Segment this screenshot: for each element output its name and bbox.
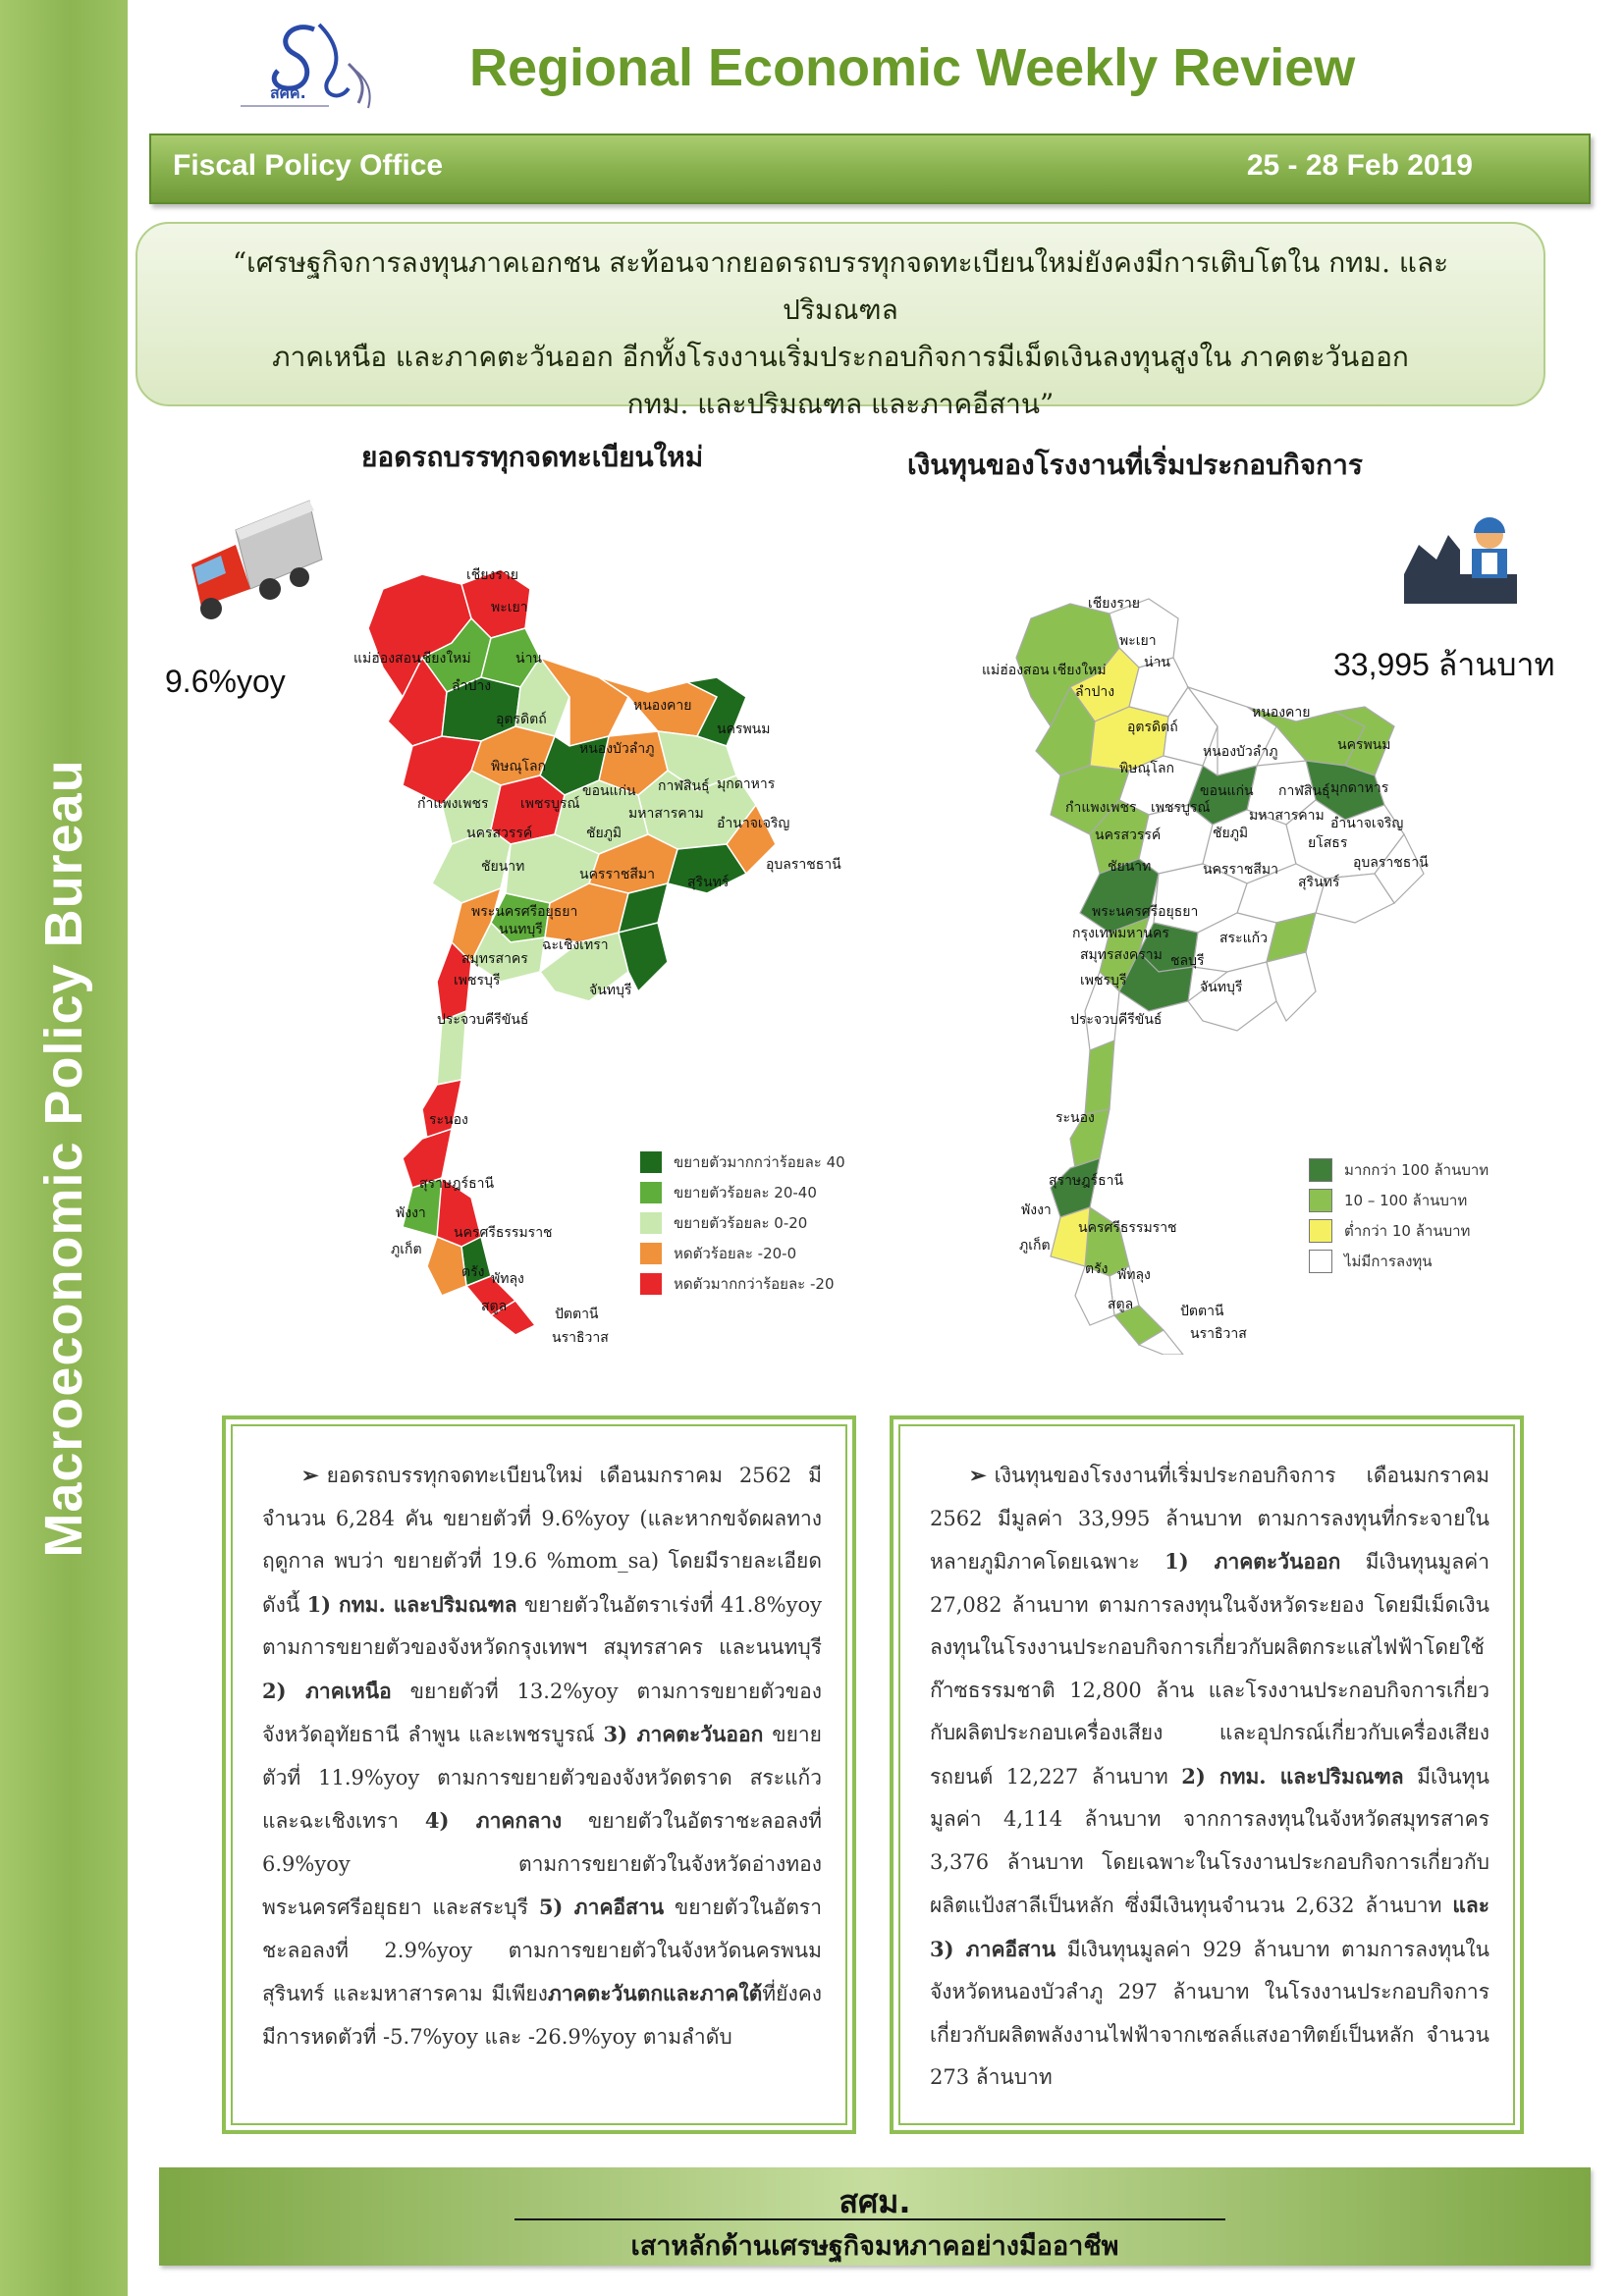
truck-map-title: ยอดรถบรรทุกจดทะเบียนใหม่ <box>361 441 704 473</box>
legend-label: มากกว่า 100 ล้านบาท <box>1344 1160 1489 1179</box>
legend-swatch <box>1309 1189 1332 1212</box>
legend-swatch <box>640 1273 662 1295</box>
map-label: นนทบุรี <box>499 922 543 937</box>
truck-map-legend <box>640 1147 845 1299</box>
map-label: นครศรีธรรมราช <box>454 1225 553 1241</box>
legend-label: ขยายตัวมากกว่าร้อยละ 40 <box>674 1152 845 1171</box>
map-label: นครราชสีมา <box>1203 862 1278 878</box>
text-run: ขยายตัวในอัตราชะลอลงที่ 6.9%yoy ตามการขยายตัวในจังหวัดอ่างทอง พระนครศรีอยุธยา และสระบุรี <box>262 1809 822 1919</box>
map-label: มุกดาหาร <box>1330 780 1389 796</box>
map-label: ลำปาง <box>1075 684 1115 700</box>
map-label: นราธิวาส <box>1190 1326 1247 1342</box>
text-run: เงินทุนของโรงงานที่เริ่มประกอบกิจการ เดือนมกราคม 2562 มีมูลค่า 33,995 ล้านบาท ตามการลงทุนที่กระจายในหลายภูมิภาคโดยเฉพาะ <box>930 1464 1489 1574</box>
legend-swatch <box>640 1212 662 1234</box>
legend-item <box>640 1147 845 1177</box>
map-label: หนองคาย <box>1252 705 1311 721</box>
legend-item <box>640 1238 845 1268</box>
map-label: อำนาจเจริญ <box>717 816 790 831</box>
fpo-logo <box>221 10 388 123</box>
headline-quote <box>196 240 1485 428</box>
logo-text: สศค. <box>270 83 306 102</box>
map-region <box>1267 952 1316 1021</box>
map-label: ระนอง <box>429 1112 468 1128</box>
text-run-bold: 2) ภาคเหนือ <box>262 1678 392 1703</box>
text-run-bold: 1) กทม. และปริมณฑล <box>306 1591 517 1617</box>
map-label: เชียงใหม่ <box>417 651 471 667</box>
report-date: 25 - 28 Feb 2019 <box>1246 149 1473 182</box>
map-label: ขอนแก่น <box>1200 783 1254 799</box>
page-title: Regional Economic Weekly Review <box>469 38 1356 97</box>
map-label: ปัตตานี <box>555 1307 599 1322</box>
map-label: หนองบัวลำภู <box>1203 744 1278 760</box>
legend-label: 10 – 100 ล้านบาท <box>1344 1191 1468 1209</box>
map-label: แม่ฮ่องสอน <box>353 651 421 667</box>
text-run-bold: ภาคตะวันตกและภาคใต้ <box>547 1981 763 2005</box>
headline-quote-box <box>135 222 1545 420</box>
text-run-bold: และ 3) ภาคอีสาน <box>930 1893 1489 1961</box>
legend-item <box>1309 1154 1489 1185</box>
truck-icon <box>177 491 329 628</box>
map-label: พระนครศรีอยุธยา <box>1092 904 1199 920</box>
map-label: สระแก้ว <box>1219 931 1268 946</box>
map-label: นครสวรรค์ <box>1095 828 1162 843</box>
legend-item <box>640 1207 845 1238</box>
map-label: พังงา <box>1021 1202 1052 1218</box>
map-label: เพชรบูรณ์ <box>520 796 580 812</box>
text-run-bold: 1) ภาคตะวันออก <box>1164 1549 1341 1574</box>
map-label: อำนาจเจริญ <box>1330 816 1404 831</box>
text-run: ขยายตัวที่ 11.9%yoy ตามการขยายตัวของจังหวัดตราด สระแก้ว และฉะเชิงเทรา <box>262 1723 822 1833</box>
factory-map-title: เงินทุนของโรงงานที่เริ่มประกอบกิจการ <box>907 449 1363 481</box>
legend-swatch <box>1309 1158 1332 1182</box>
legend-label: ขยายตัวร้อยละ 0-20 <box>674 1213 808 1232</box>
map-label: ตรัง <box>461 1264 485 1280</box>
map-label: สุรินทร์ <box>687 875 730 890</box>
map-region <box>1085 1041 1114 1114</box>
text-run: มีเงินทุนมูลค่า 27,082 ล้านบาท ตามการลงทุนในจังหวัดระยอง โดยมีเม็ดเงินลงทุนในโรงงานประกอบกิจการเกี่ยวกับผลิตกระแสไฟฟ้าโดยใช้ก๊าซธรรมชาติ 12,800 ล้าน และโรงงานประกอบกิจการเกี่ยวกับผลิตประกอบเครื่องเสียง และอุปกรณ์เกี่ยวกับเครื่องเสียงรถยนต์ 12,227 ล้านบาท <box>930 1550 1489 1789</box>
map-label: พิษณุโลก <box>1119 761 1175 776</box>
map-label: เชียงราย <box>466 567 518 583</box>
legend-swatch <box>640 1151 662 1173</box>
text-run-bold: 2) กทม. และปริมณฑล <box>1181 1763 1404 1789</box>
legend-item <box>640 1177 845 1207</box>
text-run-bold: 3) ภาคตะวันออก <box>603 1722 764 1746</box>
map-label: พิษณุโลก <box>491 759 547 774</box>
factory-kpi: 33,995 ล้านบาท <box>1333 647 1555 682</box>
footer-divider <box>514 2218 1225 2220</box>
map-label: ขอนแก่น <box>582 783 636 799</box>
legend-item <box>1309 1246 1489 1276</box>
map-label: ประจวบคีรีขันธ์ <box>437 1012 529 1028</box>
map-label: นครสวรรค์ <box>466 826 533 841</box>
map-label: จันทบุรี <box>589 983 632 998</box>
map-label: พัทลุง <box>491 1271 524 1287</box>
map-region <box>427 1237 466 1296</box>
sidebar-label: Macroeconomic Policy Bureau <box>34 759 93 1558</box>
truck-kpi: 9.6%yoy <box>165 664 286 699</box>
map-label: หนองคาย <box>633 698 692 714</box>
map-label: อุบลราชธานี <box>766 857 841 873</box>
map-label: เพชรบุรี <box>1080 973 1127 988</box>
text-run-bold: 4) ภาคกลาง <box>424 1808 563 1833</box>
truck-summary-box <box>222 1415 856 2134</box>
map-label: กาฬสินธุ์ <box>658 778 710 794</box>
map-label: น่าน <box>1144 655 1171 670</box>
text-run: ที่ยังคงมีการหดตัวที่ -5.7%yoy และ -26.9%yoy ตามลำดับ <box>262 1982 822 2049</box>
arrow-bullet-icon: ➢ <box>969 1463 987 1487</box>
map-label: นครพนม <box>717 721 771 737</box>
map-label: สุรินทร์ <box>1298 875 1340 890</box>
map-label: อุตรดิตถ์ <box>496 712 547 727</box>
map-label: ชัยภูมิ <box>586 826 623 841</box>
map-label: ฉะเชิงเทรา <box>542 937 609 953</box>
map-label: พระนครศรีอยุธยา <box>471 904 578 920</box>
legend-item <box>1309 1215 1489 1246</box>
legend-label: ขยายตัวร้อยละ 20-40 <box>674 1183 817 1201</box>
text-run: ขยายตัวในอัตราเร่งที่ 41.8%yoy ตามการขยายตัวของจังหวัดกรุงเทพฯ สมุทรสาคร และนนทบุรี <box>262 1592 822 1659</box>
map-label: นครราชสีมา <box>579 867 655 882</box>
map-label: สตูล <box>1108 1297 1134 1312</box>
legend-label: ต่ำกว่า 10 ล้านบาท <box>1344 1221 1471 1240</box>
legend-swatch <box>640 1182 662 1203</box>
text-run: ยอดรถบรรทุกจดทะเบียนใหม่ เดือนมกราคม 2562 มีจำนวน 6,284 คัน ขยายตัวที่ 9.6%yoy (และหากขจัดผลทางฤดูกาล พบว่า ขยายตัวที่ 19.6 %mom_sa) โดยมีรายละเอียดดังนี้ <box>262 1464 822 1617</box>
map-label: นราธิวาส <box>552 1330 609 1346</box>
map-label: เชียงราย <box>1088 596 1140 612</box>
map-label: สุราษฎร์ธานี <box>419 1176 495 1192</box>
text-run: ขยายตัวในอัตราชะลอลงที่ 2.9%yoy ตามการขยายตัวในจังหวัดนครพนม สุรินทร์ และมหาสารคาม มีเพียง <box>262 1896 823 2005</box>
map-label: แม่ฮ่องสอน <box>982 663 1050 678</box>
sidebar <box>0 0 128 2296</box>
map-label: เพชรบุรี <box>454 973 501 988</box>
map-label: ชัยนาท <box>1108 859 1152 875</box>
quote-line: “เศรษฐกิจการลงทุนภาคเอกชน สะท้อนจากยอดรถบรรทุกจดทะเบียนใหม่ยังคงมีการเติบโตใน กทม. และปริมณฑล <box>232 246 1449 326</box>
map-label: น่าน <box>515 651 543 667</box>
map-label: นครศรีธรรมราช <box>1078 1220 1177 1236</box>
map-label: นครพนม <box>1337 737 1391 753</box>
map-label: สมุทรสงคราม <box>1080 947 1163 963</box>
map-label: ปัตตานี <box>1180 1304 1224 1319</box>
map-label: เชียงใหม่ <box>1053 663 1107 678</box>
map-label: ยโสธร <box>1308 835 1348 851</box>
map-label: พะเยา <box>491 600 528 615</box>
legend-swatch <box>1309 1250 1332 1273</box>
map-label: อุบลราชธานี <box>1353 855 1429 871</box>
map-label: ภูเก็ต <box>391 1242 422 1257</box>
truck-summary-text <box>262 1454 822 2058</box>
map-label: เพชรบูรณ์ <box>1151 800 1211 816</box>
legend-swatch <box>1309 1219 1332 1243</box>
map-label: ลำปาง <box>452 678 492 694</box>
map-label: พะเยา <box>1119 633 1157 649</box>
text-run: มีเงินทุนมูลค่า 4,114 ล้านบาท จากการลงทุนในจังหวัดสมุทรสาคร 3,376 ล้านบาท โดยเฉพาะในโรงงานประกอบกิจการเกี่ยวกับผลิตแป้งสาลีเป็นหลัก ซึ่งมีเงินทุนจำนวน 2,632 ล้านบาท <box>930 1764 1489 1917</box>
map-label: ประจวบคีรีขันธ์ <box>1070 1012 1163 1028</box>
map-label: ชลบุรี <box>1170 953 1205 969</box>
map-label: พัทลุง <box>1117 1267 1151 1283</box>
text-run: มีเงินทุนมูลค่า 929 ล้านบาท ตามการลงทุนในจังหวัดหนองบัวลำภู 297 ล้านบาท ในโรงงานประกอบกิจการเกี่ยวกับผลิตพลังงานไฟฟ้าจากเซลล์แสงอาทิตย์เป็นหลัก จำนวน 273 ล้านบาท <box>930 1937 1489 2089</box>
office-name: Fiscal Policy Office <box>173 149 444 182</box>
arrow-bullet-icon: ➢ <box>301 1463 319 1487</box>
map-label: สตูล <box>481 1299 508 1314</box>
quote-line: กทม. และปริมณฑล และภาคอีสาน” <box>626 388 1055 420</box>
factory-summary-box <box>890 1415 1524 2134</box>
map-label: ตรัง <box>1085 1261 1109 1277</box>
map-label: ระนอง <box>1056 1110 1095 1126</box>
header-banner <box>149 133 1591 204</box>
footer-title: สศม. <box>839 2183 911 2220</box>
map-label: ชัยภูมิ <box>1213 826 1249 841</box>
map-label: มหาสารคาม <box>1249 808 1325 824</box>
factory-summary-text <box>930 1454 1489 2100</box>
map-label: สมุทรสาคร <box>461 951 528 967</box>
map-label: กำแพงเพชร <box>1065 800 1137 816</box>
map-label: อุตรดิตถ์ <box>1127 720 1178 735</box>
legend-item <box>1309 1185 1489 1215</box>
footer-slogan: เสาหลักด้านเศรษฐกิจมหภาคอย่างมืออาชีพ <box>630 2231 1119 2262</box>
map-label: จันทบุรี <box>1200 980 1243 995</box>
map-label: สุราษฎร์ธานี <box>1049 1173 1124 1189</box>
factory-map-legend <box>1309 1154 1489 1276</box>
legend-label: ไม่มีการลงทุน <box>1344 1252 1433 1270</box>
legend-swatch <box>640 1243 662 1264</box>
map-label: กาฬสินธุ์ <box>1278 783 1330 799</box>
quote-line: ภาคเหนือ และภาคตะวันออก อีกทั้งโรงงานเริ่มประกอบกิจการมีเม็ดเงินลงทุนสูงใน ภาคตะวันออก <box>272 341 1409 373</box>
map-label: หนองบัวลำภู <box>579 741 655 757</box>
legend-label: หดตัวมากกว่าร้อยละ -20 <box>674 1274 835 1293</box>
legend-item <box>640 1268 845 1299</box>
map-label: พังงา <box>396 1205 426 1221</box>
map-label: ชัยนาท <box>481 859 525 875</box>
map-label: มหาสารคาม <box>628 806 704 822</box>
legend-label: หดตัวร้อยละ -20-0 <box>674 1244 797 1262</box>
map-label: กรุงเทพมหานคร <box>1072 926 1169 941</box>
map-label: มุกดาหาร <box>717 776 776 792</box>
map-label: กำแพงเพชร <box>417 796 489 812</box>
text-run-bold: 5) ภาคอีสาน <box>538 1895 665 1919</box>
text-run: ขยายตัวที่ 13.2%yoy ตามการขยายตัวของจังหวัดอุทัยธานี ลำพูน และเพชรบูรณ์ <box>262 1679 822 1746</box>
map-label: ภูเก็ต <box>1019 1238 1051 1254</box>
footer-bar <box>159 2167 1591 2266</box>
